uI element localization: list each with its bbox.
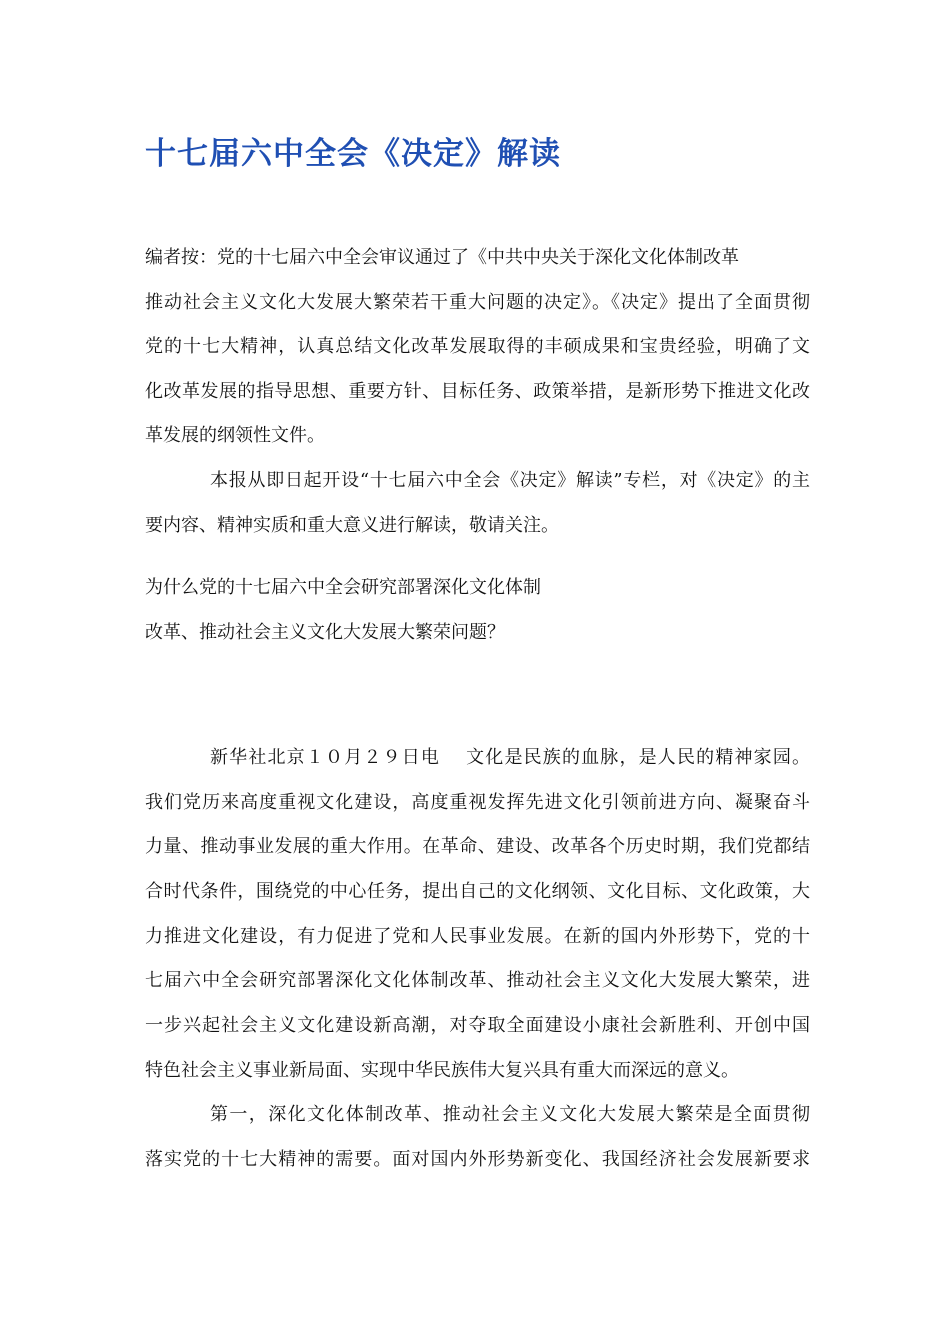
- editor-note-line: 推动社会主义文化大发展大繁荣若干重大问题的决定》。《决定》提出了全面贯彻: [145, 292, 810, 313]
- announcement-line: 要内容、精神实质和重大意义进行解读，敬请关注。: [145, 515, 559, 536]
- body-line: 特色社会主义事业新局面、实现中华民族伟大复兴具有重大而深远的意义。: [145, 1060, 739, 1081]
- editor-note-line: 革发展的纲领性文件。: [145, 425, 325, 446]
- body-line: 合时代条件，围绕党的中心任务，提出自己的文化纲领、文化目标、文化政策，大: [145, 881, 810, 902]
- announcement-line: 本报从即日起开设“十七届六中全会《决定》解读”专栏，对《决定》的主: [210, 470, 810, 491]
- article-title: 十七届六中全会《决定》解读: [145, 136, 561, 172]
- first-point-line: 落实党的十七大精神的需要。面对国内外形势新变化、我国经济社会发展新要求: [145, 1149, 810, 1170]
- question-heading-line: 为什么党的十七届六中全会研究部署深化文化体制: [145, 577, 541, 598]
- editor-note-line: 党的十七大精神，认真总结文化改革发展取得的丰硕成果和宝贵经验，明确了文: [145, 336, 810, 357]
- first-point-line: 第一，深化文化体制改革、推动社会主义文化大发展大繁荣是全面贯彻: [210, 1104, 810, 1125]
- body-line: 我们党历来高度重视文化建设，高度重视发挥先进文化引领前进方向、凝聚奋斗: [145, 792, 810, 813]
- body-line: 力推进文化建设，有力促进了党和人民事业发展。在新的国内外形势下，党的十: [145, 926, 810, 947]
- body-line: 新华社北京１０月２９日电 文化是民族的血脉，是人民的精神家园。: [210, 747, 810, 768]
- question-heading-line: 改革、推动社会主义文化大发展大繁荣问题？: [145, 622, 505, 643]
- editor-note-line: 编者按：党的十七届六中全会审议通过了《中共中央关于深化文化体制改革: [145, 247, 739, 268]
- body-line: 七届六中全会研究部署深化文化体制改革、推动社会主义文化大发展大繁荣，进: [145, 970, 810, 991]
- editor-note-line: 化改革发展的指导思想、重要方针、目标任务、政策举措，是新形势下推进文化改: [145, 381, 810, 402]
- body-line: 一步兴起社会主义文化建设新高潮，对夺取全面建设小康社会新胜利、开创中国: [145, 1015, 810, 1036]
- body-line: 力量、推动事业发展的重大作用。在革命、建设、改革各个历史时期，我们党都结: [145, 836, 810, 857]
